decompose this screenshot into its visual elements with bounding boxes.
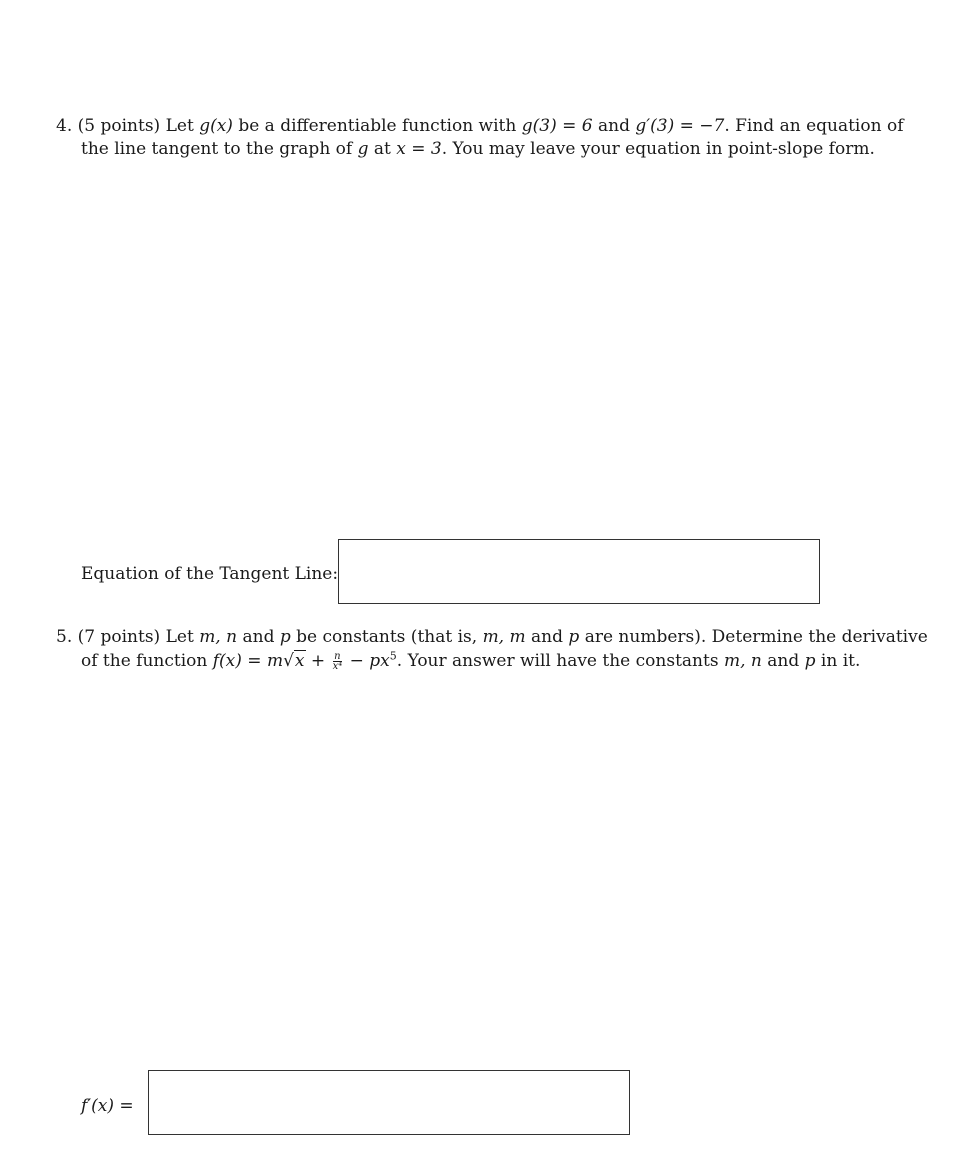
text: and [767,651,800,671]
derivative-label: f′(x) = [81,1096,134,1116]
text: . You may leave your equation in point-slope form. [441,139,875,159]
text: and [242,627,275,647]
text: be a differentiable function with [238,116,517,136]
math-p: p [568,627,580,647]
problem-5-number: 5. [56,627,73,647]
math-fx-eq: f(x) = m [212,651,284,671]
math-exponent: 5 [389,649,397,663]
math-g: g [357,139,369,159]
problem-4-number: 4. [56,116,73,136]
math-mm: m, m [482,627,526,647]
text: . Find an equation of [724,116,904,136]
math-mn: m, n [723,651,762,671]
text: and [531,627,563,647]
text: at [373,139,391,159]
text: . Your answer will have the constants [396,651,719,671]
problem-5-points: (7 points) [77,627,161,647]
text: the line tangent to the graph of [81,139,353,159]
math-mn: m, n [199,627,238,647]
math-g3: g(3) = 6 [521,116,593,136]
text: in it. [820,651,861,671]
text: Let [165,116,194,136]
math-gprime3: g′(3) = −7 [635,116,725,136]
text: and [598,116,630,136]
math-gx: g(x) [199,116,233,136]
tangent-line-answer-box[interactable] [338,539,820,604]
text: are numbers). Determine the derivative [584,627,928,647]
text: Let [165,627,194,647]
math-p: p [804,651,816,671]
math-x-eq-3: x = 3 [396,139,442,159]
fraction-denominator: x⁴ [332,661,343,672]
problem-4-points: (5 points) [77,116,161,136]
math-sqrt [283,650,305,672]
sqrt-radicand: x [294,651,305,671]
math-fraction [333,652,343,671]
problem-5-line-1 [56,626,928,648]
sqrt-symbol: √ [283,651,294,671]
derivative-answer-box[interactable] [148,1070,630,1135]
fraction-numerator: n [334,651,341,662]
problem-4-line-2 [81,138,875,160]
math-minus-px: − px [349,651,390,671]
math-plus: + [310,651,326,671]
text: be constants (that is, [296,627,478,647]
problem-5-line-2 [81,650,860,672]
text: of the function [81,651,208,671]
math-p: p [279,627,291,647]
problem-4-line-1 [56,115,904,137]
tangent-line-label: Equation of the Tangent Line: [81,564,339,584]
